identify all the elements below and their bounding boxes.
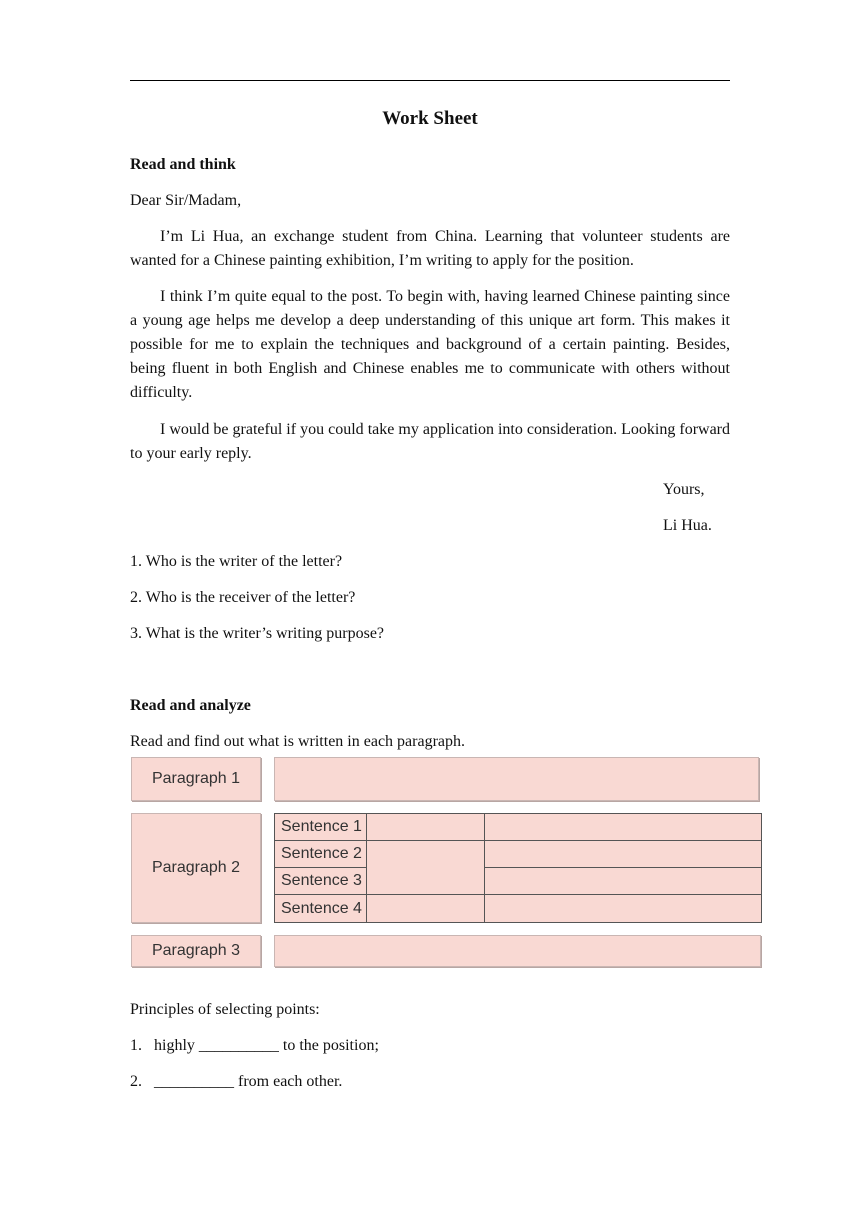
section-heading-read-and-think: Read and think xyxy=(130,156,236,173)
section-heading-read-and-analyze: Read and analyze xyxy=(130,697,251,714)
letter-paragraph-1: I’m Li Hua, an exchange student from China. Learning that volunteer students are wanted for a Chinese painting exhibition, I’m writing to apply for the position. xyxy=(130,228,730,269)
paragraph-1-answer-box[interactable] xyxy=(274,757,759,801)
paragraph-2-label: Paragraph 2 xyxy=(131,813,261,923)
paragraph-3-answer-box[interactable] xyxy=(274,935,761,967)
principle-1-number: 1. xyxy=(130,1037,142,1054)
letter-greeting: Dear Sir/Madam, xyxy=(130,192,242,209)
paragraph-2-sentence-table xyxy=(274,813,762,923)
letter-paragraph-3: I would be grateful if you could take my application into consideration. Looking forward to your early reply. xyxy=(130,421,730,462)
question-1: 1. Who is the writer of the letter? xyxy=(130,553,343,570)
sentence-4-answer-cell[interactable] xyxy=(367,895,485,922)
sentence-1-detail-cell[interactable] xyxy=(485,814,761,841)
page-title: Work Sheet xyxy=(382,108,478,129)
principles-title: Principles of selecting points: xyxy=(130,1001,320,1018)
letter-signature: Li Hua. xyxy=(663,517,712,534)
question-2: 2. Who is the receiver of the letter? xyxy=(130,589,356,606)
sentence-3-detail-cell[interactable] xyxy=(485,868,761,895)
sentence-2-detail-cell[interactable] xyxy=(485,841,761,868)
sentence-1-answer-cell[interactable] xyxy=(367,814,485,841)
question-3: 3. What is the writer’s writing purpose? xyxy=(130,625,385,642)
sentence-4-label: Sentence 4 xyxy=(275,895,367,922)
principle-2 xyxy=(130,1070,730,1094)
sentence-2-3-answer-cell[interactable] xyxy=(367,841,485,895)
principle-1-text: highly __________ to the position; xyxy=(154,1037,379,1054)
sentence-4-detail-cell[interactable] xyxy=(485,895,761,922)
principle-2-text: __________ from each other. xyxy=(154,1073,343,1090)
analysis-instruction: Read and find out what is written in each paragraph. xyxy=(130,733,465,750)
principle-1 xyxy=(130,1034,730,1058)
sentence-2-label: Sentence 2 xyxy=(275,841,367,868)
letter-closing: Yours, xyxy=(663,481,705,498)
header-rule xyxy=(130,80,730,81)
sentence-3-label: Sentence 3 xyxy=(275,868,367,895)
paragraph-3-label: Paragraph 3 xyxy=(131,935,261,967)
sentence-1-label: Sentence 1 xyxy=(275,814,367,841)
letter-paragraph-2: I think I’m quite equal to the post. To begin with, having learned Chinese painting since a young age helps me develop a deep understanding of this unique art form. This makes it possible for me to explain the techniques and background of a certain painting. Besides, being fluent in both English and Chinese enables me to communicate with others without difficulty. xyxy=(130,288,730,401)
paragraph-1-label: Paragraph 1 xyxy=(131,757,261,801)
principle-2-number: 2. xyxy=(130,1073,142,1090)
